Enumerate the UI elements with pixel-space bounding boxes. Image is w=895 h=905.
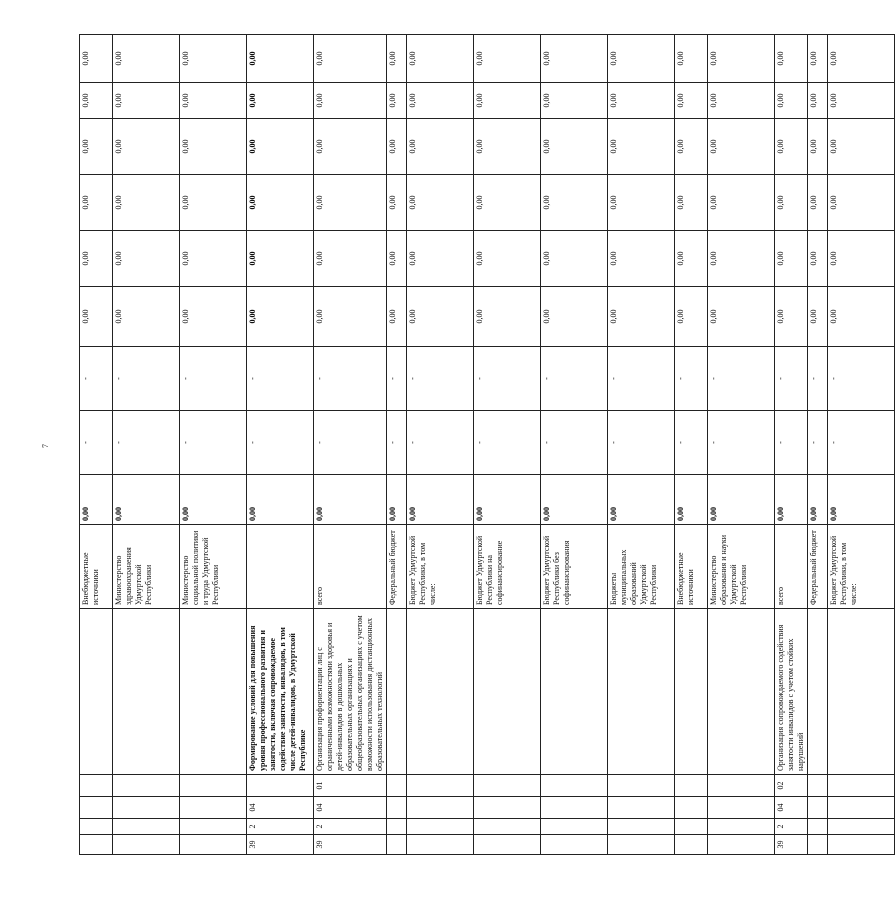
funding-source-cell: Министерство здравоохранения Удмуртской Республики bbox=[113, 525, 180, 609]
table-row bbox=[80, 35, 113, 855]
dash-cell: - bbox=[314, 347, 387, 411]
year-value-cell: 0,00 bbox=[247, 119, 314, 175]
code-2-cell bbox=[608, 819, 675, 835]
year-value-cell: 0,00 bbox=[775, 287, 808, 347]
amount-cell: 0,00 bbox=[80, 475, 113, 525]
code-3-cell bbox=[808, 797, 828, 819]
measure-name-cell bbox=[407, 609, 474, 775]
code-2-cell bbox=[541, 819, 608, 835]
funding-source-cell: Внебюджетные источники bbox=[80, 525, 113, 609]
year-value-cell: 0,00 bbox=[675, 175, 708, 231]
year-value-cell: 0,00 bbox=[80, 231, 113, 287]
dash-cell: - bbox=[608, 347, 675, 411]
code-2-cell: 2 bbox=[247, 819, 314, 835]
code-1-cell bbox=[180, 835, 247, 855]
dash-cell: - bbox=[474, 411, 541, 475]
code-1-cell bbox=[708, 835, 775, 855]
code-4-cell bbox=[247, 775, 314, 797]
code-2-cell bbox=[180, 819, 247, 835]
year-value-cell: 0,00 bbox=[775, 175, 808, 231]
table-row bbox=[775, 35, 808, 855]
table-row bbox=[247, 35, 314, 855]
year-value-cell: 0,00 bbox=[247, 35, 314, 83]
code-3-cell bbox=[113, 797, 180, 819]
year-value-cell: 0,00 bbox=[113, 175, 180, 231]
code-1-cell bbox=[675, 835, 708, 855]
amount-cell: 0,00 bbox=[180, 475, 247, 525]
year-value-cell: 0,00 bbox=[775, 83, 808, 119]
code-1-cell: 39 bbox=[247, 835, 314, 855]
funding-source-cell: Внебюджетные источники bbox=[675, 525, 708, 609]
year-value-cell: 0,00 bbox=[407, 119, 474, 175]
table-row bbox=[387, 35, 407, 855]
year-value-cell: 0,00 bbox=[708, 287, 775, 347]
year-value-cell: 0,00 bbox=[314, 83, 387, 119]
dash-cell: - bbox=[808, 411, 828, 475]
year-value-cell: 0,00 bbox=[708, 231, 775, 287]
year-value-cell: 0,00 bbox=[828, 83, 895, 119]
year-value-cell: 0,00 bbox=[407, 175, 474, 231]
year-value-cell: 0,00 bbox=[708, 175, 775, 231]
year-value-cell: 0,00 bbox=[387, 35, 407, 83]
dash-cell: - bbox=[180, 411, 247, 475]
dash-cell: - bbox=[828, 411, 895, 475]
year-value-cell: 0,00 bbox=[808, 119, 828, 175]
amount-cell: 0,00 bbox=[675, 475, 708, 525]
year-value-cell: 0,00 bbox=[675, 119, 708, 175]
year-value-cell: 0,00 bbox=[474, 231, 541, 287]
year-value-cell: 0,00 bbox=[708, 35, 775, 83]
year-value-cell: 0,00 bbox=[180, 175, 247, 231]
dash-cell: - bbox=[407, 347, 474, 411]
year-value-cell: 0,00 bbox=[808, 35, 828, 83]
code-1-cell bbox=[541, 835, 608, 855]
dash-cell: - bbox=[180, 347, 247, 411]
measure-name-cell: Организация профориентации лиц с ограниченными возможностями здоровья и детей-инвалидов в дошкольных образовательных организациях и общеобразовательных организациях с учетом возможности использования дистанционных образовательных технологий bbox=[314, 609, 387, 775]
year-value-cell: 0,00 bbox=[541, 119, 608, 175]
year-value-cell: 0,00 bbox=[608, 231, 675, 287]
dash-cell: - bbox=[828, 347, 895, 411]
funding-source-cell: Федеральный бюджет bbox=[387, 525, 407, 609]
code-1-cell: 39 bbox=[314, 835, 387, 855]
code-4-cell: 01 bbox=[314, 775, 387, 797]
amount-cell: 0,00 bbox=[808, 475, 828, 525]
table-row bbox=[808, 35, 828, 855]
year-value-cell: 0,00 bbox=[180, 119, 247, 175]
code-3-cell bbox=[407, 797, 474, 819]
year-value-cell: 0,00 bbox=[113, 119, 180, 175]
dash-cell: - bbox=[387, 411, 407, 475]
table-row bbox=[608, 35, 675, 855]
code-4-cell: 02 bbox=[775, 775, 808, 797]
year-value-cell: 0,00 bbox=[247, 175, 314, 231]
year-value-cell: 0,00 bbox=[675, 83, 708, 119]
year-value-cell: 0,00 bbox=[314, 119, 387, 175]
year-value-cell: 0,00 bbox=[387, 83, 407, 119]
year-value-cell: 0,00 bbox=[474, 83, 541, 119]
table-row bbox=[474, 35, 541, 855]
year-value-cell: 0,00 bbox=[314, 287, 387, 347]
code-2-cell bbox=[80, 819, 113, 835]
code-3-cell bbox=[708, 797, 775, 819]
code-1-cell bbox=[808, 835, 828, 855]
dash-cell: - bbox=[474, 347, 541, 411]
measure-name-cell bbox=[608, 609, 675, 775]
year-value-cell: 0,00 bbox=[608, 35, 675, 83]
amount-cell: 0,00 bbox=[541, 475, 608, 525]
year-value-cell: 0,00 bbox=[247, 231, 314, 287]
year-value-cell: 0,00 bbox=[474, 119, 541, 175]
amount-cell: 0,00 bbox=[247, 475, 314, 525]
budget-table-body bbox=[80, 35, 895, 855]
amount-cell: 0,00 bbox=[474, 475, 541, 525]
year-value-cell: 0,00 bbox=[608, 175, 675, 231]
year-value-cell: 0,00 bbox=[808, 231, 828, 287]
table-row bbox=[180, 35, 247, 855]
dash-cell: - bbox=[708, 347, 775, 411]
dash-cell: - bbox=[541, 347, 608, 411]
code-4-cell bbox=[541, 775, 608, 797]
code-2-cell bbox=[113, 819, 180, 835]
year-value-cell: 0,00 bbox=[474, 175, 541, 231]
measure-name-cell bbox=[708, 609, 775, 775]
year-value-cell: 0,00 bbox=[80, 35, 113, 83]
code-4-cell bbox=[808, 775, 828, 797]
year-value-cell: 0,00 bbox=[80, 83, 113, 119]
measure-name-cell bbox=[828, 609, 895, 775]
measure-name-cell bbox=[474, 609, 541, 775]
funding-source-cell: Федеральный бюджет bbox=[808, 525, 828, 609]
code-1-cell bbox=[407, 835, 474, 855]
year-value-cell: 0,00 bbox=[808, 287, 828, 347]
funding-source-cell: Бюджет Удмуртской Республики, в том числе: bbox=[407, 525, 474, 609]
year-value-cell: 0,00 bbox=[387, 287, 407, 347]
year-value-cell: 0,00 bbox=[828, 231, 895, 287]
funding-source-cell: всего bbox=[314, 525, 387, 609]
code-1-cell bbox=[387, 835, 407, 855]
code-3-cell bbox=[387, 797, 407, 819]
code-4-cell bbox=[608, 775, 675, 797]
code-4-cell bbox=[80, 775, 113, 797]
year-value-cell: 0,00 bbox=[387, 175, 407, 231]
dash-cell: - bbox=[80, 347, 113, 411]
amount-cell: 0,00 bbox=[387, 475, 407, 525]
rotated-page bbox=[79, 35, 858, 855]
code-3-cell: 04 bbox=[775, 797, 808, 819]
amount-cell: 0,00 bbox=[708, 475, 775, 525]
code-4-cell bbox=[180, 775, 247, 797]
table-row bbox=[541, 35, 608, 855]
dash-cell: - bbox=[808, 347, 828, 411]
budget-table bbox=[79, 34, 895, 855]
amount-cell: 0,00 bbox=[775, 475, 808, 525]
year-value-cell: 0,00 bbox=[80, 119, 113, 175]
year-value-cell: 0,00 bbox=[541, 231, 608, 287]
year-value-cell: 0,00 bbox=[80, 287, 113, 347]
code-1-cell bbox=[80, 835, 113, 855]
measure-name-cell bbox=[541, 609, 608, 775]
year-value-cell: 0,00 bbox=[828, 119, 895, 175]
table-row bbox=[113, 35, 180, 855]
year-value-cell: 0,00 bbox=[828, 35, 895, 83]
table-row bbox=[407, 35, 474, 855]
year-value-cell: 0,00 bbox=[608, 119, 675, 175]
code-3-cell bbox=[608, 797, 675, 819]
code-3-cell: 04 bbox=[314, 797, 387, 819]
year-value-cell: 0,00 bbox=[828, 175, 895, 231]
code-4-cell bbox=[708, 775, 775, 797]
year-value-cell: 0,00 bbox=[608, 287, 675, 347]
funding-source-cell bbox=[247, 525, 314, 609]
measure-name-cell bbox=[387, 609, 407, 775]
year-value-cell: 0,00 bbox=[675, 287, 708, 347]
dash-cell: - bbox=[113, 411, 180, 475]
year-value-cell: 0,00 bbox=[314, 175, 387, 231]
funding-source-cell: Бюджет Удмуртской Республики без софинансирования bbox=[541, 525, 608, 609]
dash-cell: - bbox=[407, 411, 474, 475]
year-value-cell: 0,00 bbox=[314, 35, 387, 83]
dash-cell: - bbox=[113, 347, 180, 411]
dash-cell: - bbox=[387, 347, 407, 411]
year-value-cell: 0,00 bbox=[407, 35, 474, 83]
year-value-cell: 0,00 bbox=[407, 231, 474, 287]
code-3-cell bbox=[675, 797, 708, 819]
year-value-cell: 0,00 bbox=[775, 35, 808, 83]
year-value-cell: 0,00 bbox=[808, 175, 828, 231]
funding-source-cell: Бюджеты муниципальных образований Удмуртской Республики bbox=[608, 525, 675, 609]
funding-source-cell: Министерство социальной политики и труда Удмуртской Республики bbox=[180, 525, 247, 609]
year-value-cell: 0,00 bbox=[541, 35, 608, 83]
code-2-cell: 2 bbox=[314, 819, 387, 835]
year-value-cell: 0,00 bbox=[808, 83, 828, 119]
year-value-cell: 0,00 bbox=[180, 83, 247, 119]
code-4-cell bbox=[675, 775, 708, 797]
measure-name-cell bbox=[180, 609, 247, 775]
code-3-cell bbox=[828, 797, 895, 819]
year-value-cell: 0,00 bbox=[474, 35, 541, 83]
year-value-cell: 0,00 bbox=[113, 231, 180, 287]
year-value-cell: 0,00 bbox=[407, 287, 474, 347]
year-value-cell: 0,00 bbox=[80, 175, 113, 231]
year-value-cell: 0,00 bbox=[708, 119, 775, 175]
measure-name-cell bbox=[80, 609, 113, 775]
code-2-cell bbox=[474, 819, 541, 835]
dash-cell: - bbox=[608, 411, 675, 475]
year-value-cell: 0,00 bbox=[541, 83, 608, 119]
year-value-cell: 0,00 bbox=[247, 287, 314, 347]
table-row bbox=[708, 35, 775, 855]
code-2-cell bbox=[675, 819, 708, 835]
measure-name-cell: Организация сопровождаемого содействия занятости инвалидов с учетом стойких нарушений bbox=[775, 609, 808, 775]
amount-cell: 0,00 bbox=[113, 475, 180, 525]
code-4-cell bbox=[387, 775, 407, 797]
code-3-cell bbox=[474, 797, 541, 819]
year-value-cell: 0,00 bbox=[180, 231, 247, 287]
table-row bbox=[314, 35, 387, 855]
year-value-cell: 0,00 bbox=[314, 231, 387, 287]
code-2-cell bbox=[808, 819, 828, 835]
code-3-cell bbox=[541, 797, 608, 819]
code-3-cell bbox=[80, 797, 113, 819]
year-value-cell: 0,00 bbox=[608, 83, 675, 119]
year-value-cell: 0,00 bbox=[113, 35, 180, 83]
code-3-cell: 04 bbox=[247, 797, 314, 819]
dash-cell: - bbox=[80, 411, 113, 475]
amount-cell: 0,00 bbox=[407, 475, 474, 525]
measure-name-cell bbox=[113, 609, 180, 775]
dash-cell: - bbox=[314, 411, 387, 475]
code-1-cell bbox=[113, 835, 180, 855]
measure-name-cell bbox=[675, 609, 708, 775]
amount-cell: 0,00 bbox=[828, 475, 895, 525]
year-value-cell: 0,00 bbox=[180, 287, 247, 347]
year-value-cell: 0,00 bbox=[474, 287, 541, 347]
year-value-cell: 0,00 bbox=[541, 287, 608, 347]
code-4-cell bbox=[407, 775, 474, 797]
year-value-cell: 0,00 bbox=[113, 287, 180, 347]
dash-cell: - bbox=[775, 347, 808, 411]
year-value-cell: 0,00 bbox=[407, 83, 474, 119]
code-2-cell bbox=[407, 819, 474, 835]
table-row bbox=[828, 35, 895, 855]
dash-cell: - bbox=[541, 411, 608, 475]
dash-cell: - bbox=[675, 347, 708, 411]
code-4-cell bbox=[474, 775, 541, 797]
year-value-cell: 0,00 bbox=[387, 119, 407, 175]
page-number: 7 bbox=[41, 444, 50, 448]
year-value-cell: 0,00 bbox=[247, 83, 314, 119]
measure-name-cell bbox=[808, 609, 828, 775]
year-value-cell: 0,00 bbox=[541, 175, 608, 231]
code-2-cell: 2 bbox=[775, 819, 808, 835]
code-1-cell bbox=[608, 835, 675, 855]
year-value-cell: 0,00 bbox=[775, 119, 808, 175]
code-1-cell bbox=[474, 835, 541, 855]
code-2-cell bbox=[708, 819, 775, 835]
year-value-cell: 0,00 bbox=[828, 287, 895, 347]
funding-source-cell: Бюджет Удмуртской Республики на софинансирование bbox=[474, 525, 541, 609]
year-value-cell: 0,00 bbox=[775, 231, 808, 287]
funding-source-cell: Министерство образования и науки Удмуртской Республики bbox=[708, 525, 775, 609]
year-value-cell: 0,00 bbox=[180, 35, 247, 83]
year-value-cell: 0,00 bbox=[675, 231, 708, 287]
table-row bbox=[675, 35, 708, 855]
year-value-cell: 0,00 bbox=[113, 83, 180, 119]
dash-cell: - bbox=[247, 411, 314, 475]
code-2-cell bbox=[387, 819, 407, 835]
code-1-cell bbox=[828, 835, 895, 855]
dash-cell: - bbox=[775, 411, 808, 475]
funding-source-cell: всего bbox=[775, 525, 808, 609]
funding-source-cell: Бюджет Удмуртской Республики, в том числе: bbox=[828, 525, 895, 609]
code-4-cell bbox=[113, 775, 180, 797]
year-value-cell: 0,00 bbox=[675, 35, 708, 83]
code-1-cell: 39 bbox=[775, 835, 808, 855]
year-value-cell: 0,00 bbox=[708, 83, 775, 119]
code-2-cell bbox=[828, 819, 895, 835]
code-3-cell bbox=[180, 797, 247, 819]
dash-cell: - bbox=[708, 411, 775, 475]
amount-cell: 0,00 bbox=[314, 475, 387, 525]
year-value-cell: 0,00 bbox=[387, 231, 407, 287]
code-4-cell bbox=[828, 775, 895, 797]
dash-cell: - bbox=[675, 411, 708, 475]
dash-cell: - bbox=[247, 347, 314, 411]
amount-cell: 0,00 bbox=[608, 475, 675, 525]
measure-name-cell: Формирование условий для повышения уровня профессионального развития и занятости, включая сопровождаемое содействие занятости, инвалидов, в том числе детей-инвалидов, в Удмуртской Республике bbox=[247, 609, 314, 775]
